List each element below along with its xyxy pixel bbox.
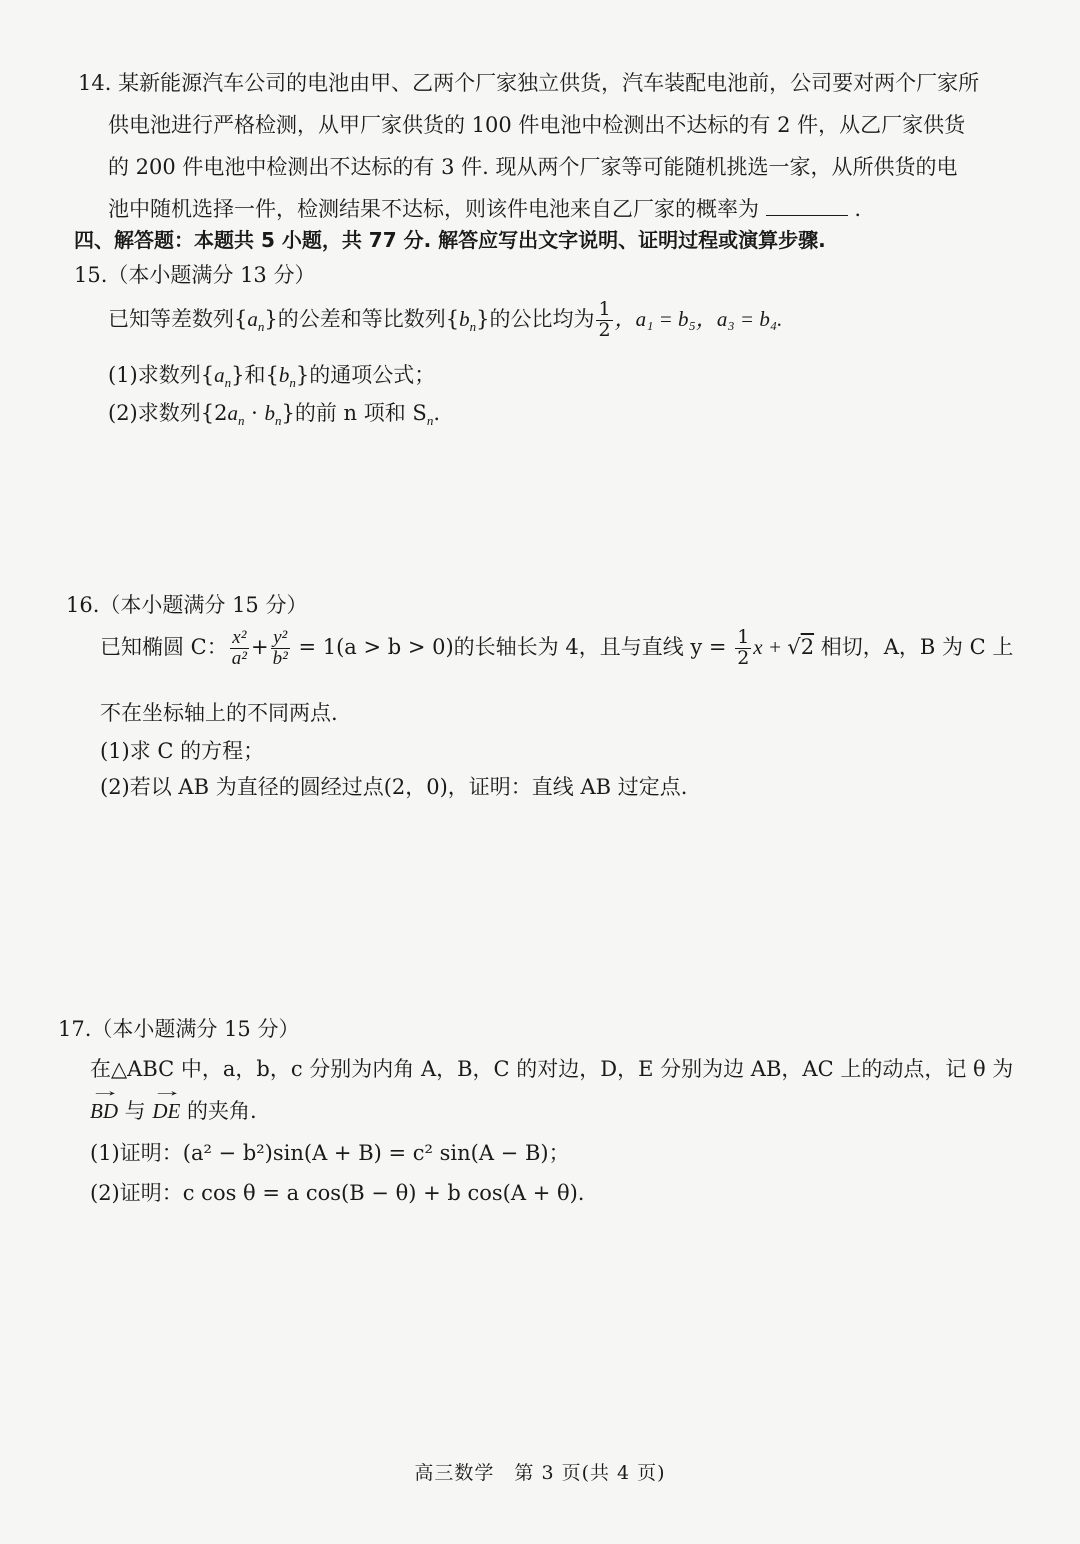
q16-stem-c: x +	[753, 634, 788, 659]
sub-n: n	[224, 375, 232, 391]
q17-stem-2-end: 的夹角.	[180, 1099, 257, 1123]
sub-n: n	[275, 413, 282, 429]
q15-p2-d: .	[433, 401, 440, 425]
q15-p1-b: }和{	[231, 363, 279, 387]
fraction-y-over-b: $\frac{\text{y²}}{\text{b²}}$	[272, 627, 288, 669]
q15-p1-c: }的通项公式；	[295, 363, 436, 387]
fraction-half: $\frac{1}{2}$	[598, 298, 611, 341]
q14-line-4-text: 池中随机选择一件，检测结果不达标，则该件电池来自乙厂家的概率为	[108, 197, 759, 221]
seq-b: b	[264, 401, 275, 425]
q17-stem-1: 在△ABC 中，a，b，c 分别为内角 A，B，C 的对边，D，E 分别为边 AB，AC 上的动点，记 θ 为	[90, 1057, 1014, 1081]
sub-n: n	[289, 375, 296, 391]
q16-stem-e: 相切，A，B 为 C 上	[814, 634, 1014, 659]
q15-p2-c: }的前 n 项和 S	[281, 401, 427, 425]
q16-part-1: (1)求 C 的方程；	[100, 739, 265, 763]
q17-part-2: (2)证明：c cos θ = a cos(B − θ) + b cos(A + θ).	[90, 1181, 585, 1205]
q16-part-2: (2)若以 AB 为直径的圆经过点(2，0)，证明：直线 AB 过定点.	[100, 775, 688, 799]
fraction-half: $\frac{1}{2}$	[737, 626, 750, 669]
q14-line-3: 的 200 件电池中检测出不达标的有 3 件. 现从两个厂家等可能随机挑选一家，从所供货的电	[108, 155, 958, 179]
q16-stem	[100, 628, 1013, 669]
seq-a: a	[214, 363, 225, 387]
page-footer: 高三数学 第 3 页(共 4 页)	[414, 1462, 666, 1484]
sub-n: n	[257, 319, 265, 335]
plus-sign: +	[250, 634, 269, 659]
q15-stem-c: }的公比均为	[476, 306, 595, 331]
q17-stem-2	[90, 1098, 257, 1124]
q17-header: 17.（本小题满分 15 分）	[58, 1017, 300, 1041]
sqrt-sign: √	[787, 634, 801, 659]
seq-a: a	[247, 306, 258, 331]
sub-n: n	[237, 413, 245, 429]
q15-stem-d: ，a₁ = b₅，a₃ = b₄.	[614, 306, 783, 331]
q16-sqrt-value: 2	[800, 634, 815, 659]
vector-bd: → BD	[90, 1098, 118, 1124]
seq-b: b	[459, 306, 470, 331]
q15-stem	[108, 300, 782, 341]
seq-a: a	[227, 401, 238, 425]
seq-b: b	[278, 363, 290, 387]
section-header: 四、解答题：本题共 5 小题，共 77 分. 解答应写出文字说明、证明过程或演算步骤.	[74, 228, 826, 252]
q17-mid: 与	[118, 1099, 153, 1123]
sub-n: n	[469, 319, 477, 335]
vector-de: → DE	[152, 1098, 180, 1124]
q14-line-4	[108, 196, 861, 222]
q14-line-4-end: .	[854, 197, 862, 221]
q16-stem-b: = 1(a > b > 0)的长轴长为 4，且与直线 y =	[291, 634, 734, 659]
q15-header: 15.（本小题满分 13 分）	[74, 263, 316, 287]
q14-line-1: 14. 某新能源汽车公司的电池由甲、乙两个厂家独立供货，汽车装配电池前，公司要对两个厂家所	[78, 71, 980, 95]
answer-blank	[766, 197, 848, 216]
q14-line-2: 供电池进行严格检测，从甲厂家供货的 100 件电池中检测出不达标的有 2 件，从乙厂家供货	[108, 113, 966, 137]
q15-p2-a: (2)求数列{2	[108, 401, 228, 425]
q15-stem-a: 已知等差数列{	[108, 306, 248, 331]
q15-p2-b: ·	[244, 401, 265, 425]
q15-stem-b: }的公差和等比数列{	[264, 306, 460, 331]
q15-p1-a: (1)求数列{	[108, 363, 215, 387]
q16-stem-2: 不在坐标轴上的不同两点.	[100, 701, 338, 725]
fraction-x-over-a: $\frac{\text{x²}}{\text{a²}}$	[231, 627, 247, 669]
q15-part-2	[108, 400, 440, 429]
q15-part-1	[108, 362, 435, 391]
sub-n: n	[426, 413, 434, 429]
q17-part-1: (1)证明：(a² − b²)sin(A + B) = c² sin(A − B)；	[90, 1141, 570, 1165]
q16-stem-a: 已知椭圆 C：	[100, 634, 228, 659]
q16-header: 16.（本小题满分 15 分）	[66, 593, 308, 617]
